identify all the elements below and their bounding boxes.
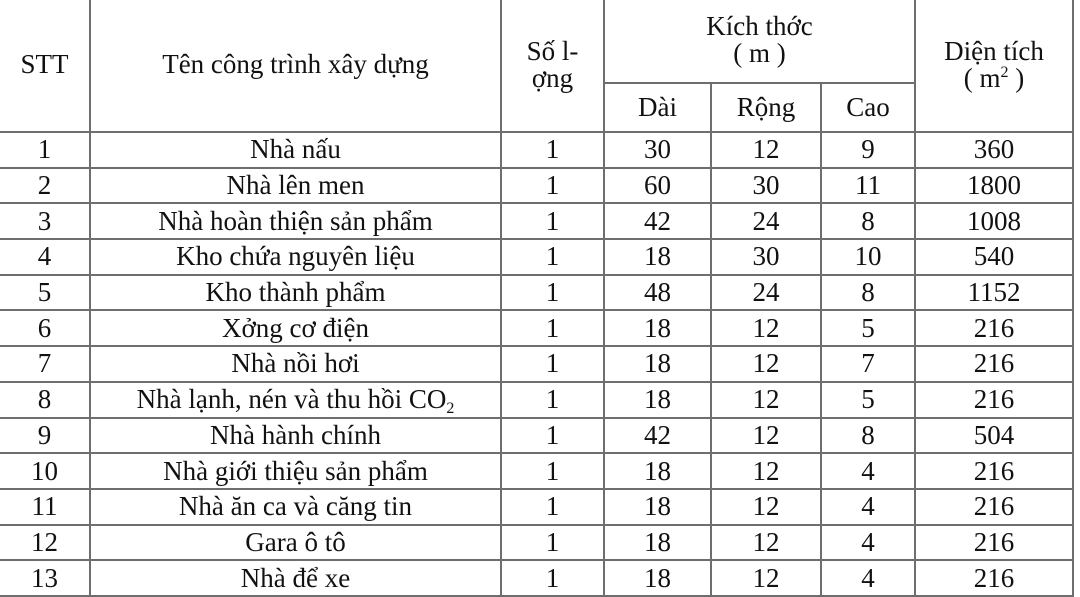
cell-stt: 1 — [0, 132, 90, 168]
cell-stt: 2 — [0, 168, 90, 204]
cell-length: 42 — [604, 203, 711, 239]
cell-name: Kho thành phẩm — [90, 275, 501, 311]
cell-length: 18 — [604, 346, 711, 382]
cell-quantity: 1 — [501, 275, 604, 311]
cell-length: 48 — [604, 275, 711, 311]
cell-name: Nhà để xe — [90, 560, 501, 596]
cell-quantity: 1 — [501, 310, 604, 346]
cell-width: 12 — [711, 560, 821, 596]
cell-quantity: 1 — [501, 239, 604, 275]
cell-name: Nhà nấu — [90, 132, 501, 168]
cell-width: 30 — [711, 168, 821, 204]
header-stt: STT — [0, 0, 90, 132]
header-dimensions-label: Kích thớc — [706, 11, 813, 41]
cell-name: Nhà lên men — [90, 168, 501, 204]
table-row — [0, 382, 1073, 418]
header-quantity-line1: Số l- — [526, 35, 579, 66]
cell-length: 18 — [604, 239, 711, 275]
cell-width: 12 — [711, 132, 821, 168]
cell-stt: 9 — [0, 418, 90, 454]
cell-quantity: 1 — [501, 346, 604, 382]
header-area-unit: ( $m^2$ ) — [963, 62, 1025, 93]
cell-height: 5 — [821, 382, 915, 418]
header-area-label: Diện tích — [944, 35, 1044, 66]
cell-quantity: 1 — [501, 489, 604, 525]
cell-length: 18 — [604, 560, 711, 596]
cell-height: 10 — [821, 239, 915, 275]
cell-area: 216 — [915, 310, 1073, 346]
cell-length: 30 — [604, 132, 711, 168]
cell-stt: 10 — [0, 453, 90, 489]
cell-height: 4 — [821, 489, 915, 525]
cell-quantity: 1 — [501, 132, 604, 168]
cell-height: 8 — [821, 275, 915, 311]
cell-length: 18 — [604, 489, 711, 525]
cell-stt: 13 — [0, 560, 90, 596]
cell-width: 12 — [711, 453, 821, 489]
cell-width: 12 — [711, 489, 821, 525]
cell-stt: 8 — [0, 382, 90, 418]
cell-length: 18 — [604, 382, 711, 418]
cell-quantity: 1 — [501, 168, 604, 204]
cell-area: 1800 — [915, 168, 1073, 204]
cell-stt: 11 — [0, 489, 90, 525]
cell-length: 18 — [604, 310, 711, 346]
table-row — [0, 239, 1073, 275]
cell-quantity: 1 — [501, 203, 604, 239]
cell-name: Nhà lạnh, nén và thu hồi $CO_2$ — [90, 382, 501, 418]
cell-area: 216 — [915, 489, 1073, 525]
cell-stt: 4 — [0, 239, 90, 275]
cell-length: 60 — [604, 168, 711, 204]
table-row — [0, 418, 1073, 454]
header-area — [915, 0, 1073, 132]
cell-name: Kho chứa nguyên liệu — [90, 239, 501, 275]
header-dimensions — [604, 0, 915, 83]
cell-name: Nhà giới thiệu sản phẩm — [90, 453, 501, 489]
cell-area: 216 — [915, 453, 1073, 489]
header-quantity-line2: ợng — [531, 62, 574, 93]
header-name: Tên công trình xây dựng — [90, 0, 501, 132]
cell-area: 360 — [915, 132, 1073, 168]
table-row — [0, 346, 1073, 382]
cell-area: 216 — [915, 525, 1073, 561]
cell-area: 504 — [915, 418, 1073, 454]
cell-width: 24 — [711, 203, 821, 239]
cell-stt: 7 — [0, 346, 90, 382]
cell-name: Gara ô tô — [90, 525, 501, 561]
header-length: Dài — [604, 83, 711, 132]
cell-area: 216 — [915, 346, 1073, 382]
cell-width: 12 — [711, 346, 821, 382]
cell-length: 42 — [604, 418, 711, 454]
cell-stt: 3 — [0, 203, 90, 239]
table-body — [0, 132, 1073, 596]
cell-area: 540 — [915, 239, 1073, 275]
cell-height: 11 — [821, 168, 915, 204]
cell-name: Xởng cơ điện — [90, 310, 501, 346]
cell-stt: 12 — [0, 525, 90, 561]
table-header — [0, 0, 1073, 132]
cell-name: Nhà hành chính — [90, 418, 501, 454]
cell-width: 12 — [711, 310, 821, 346]
cell-width: 12 — [711, 382, 821, 418]
cell-area: 216 — [915, 382, 1073, 418]
cell-height: 4 — [821, 453, 915, 489]
table-row — [0, 275, 1073, 311]
cell-length: 18 — [604, 525, 711, 561]
cell-quantity: 1 — [501, 525, 604, 561]
cell-height: 8 — [821, 203, 915, 239]
cell-height: 4 — [821, 560, 915, 596]
cell-name: Nhà nồi hơi — [90, 346, 501, 382]
table-row — [0, 560, 1073, 596]
cell-length: 18 — [604, 453, 711, 489]
cell-width: 24 — [711, 275, 821, 311]
table-row — [0, 525, 1073, 561]
cell-height: 5 — [821, 310, 915, 346]
cell-quantity: 1 — [501, 560, 604, 596]
cell-height: 4 — [821, 525, 915, 561]
cell-width: 12 — [711, 525, 821, 561]
table-row — [0, 203, 1073, 239]
cell-stt: 5 — [0, 275, 90, 311]
cell-name: Nhà hoàn thiện sản phẩm — [90, 203, 501, 239]
cell-area: 1008 — [915, 203, 1073, 239]
header-dimensions-unit: ( m ) — [733, 38, 786, 68]
cell-quantity: 1 — [501, 418, 604, 454]
header-height: Cao — [821, 83, 915, 132]
table-row — [0, 168, 1073, 204]
cell-width: 12 — [711, 418, 821, 454]
table-row — [0, 132, 1073, 168]
cell-name: Nhà ăn ca và căng tin — [90, 489, 501, 525]
header-width: Rộng — [711, 83, 821, 132]
table-row — [0, 489, 1073, 525]
table-row — [0, 310, 1073, 346]
cell-width: 30 — [711, 239, 821, 275]
cell-height: 7 — [821, 346, 915, 382]
cell-area: 216 — [915, 560, 1073, 596]
cell-height: 9 — [821, 132, 915, 168]
cell-area: 1152 — [915, 275, 1073, 311]
header-quantity — [501, 0, 604, 132]
cell-height: 8 — [821, 418, 915, 454]
cell-quantity: 1 — [501, 453, 604, 489]
cell-stt: 6 — [0, 310, 90, 346]
table-row — [0, 453, 1073, 489]
cell-quantity: 1 — [501, 382, 604, 418]
